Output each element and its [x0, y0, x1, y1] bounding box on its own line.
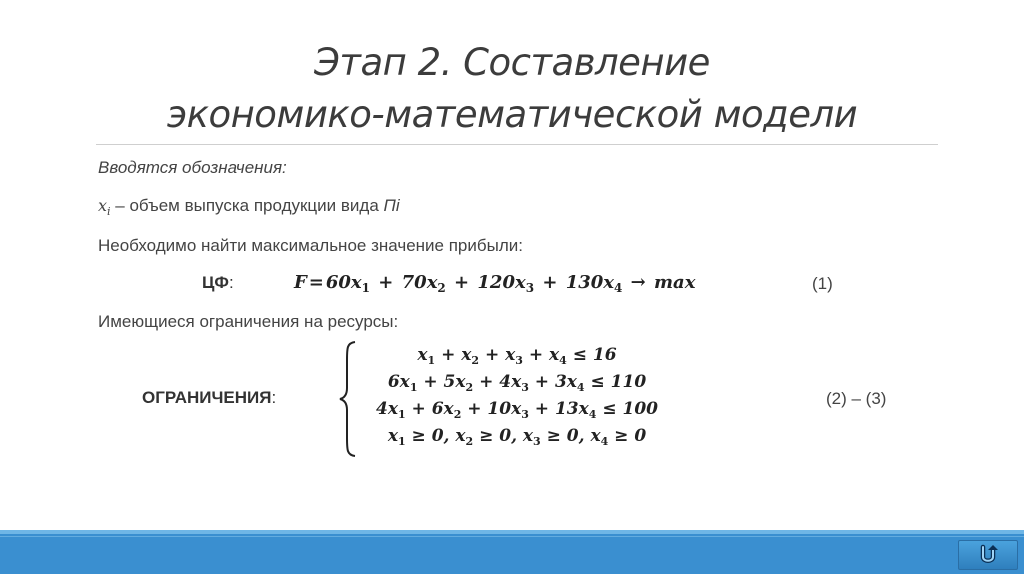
- constraint-1: $x_1 + x_2 + x_3 + x_4 \le 16$: [417, 345, 617, 367]
- constraint-nonnegativity: $x_1 \ge 0$, $x_2 \ge 0$, $x_3 \ge 0$, $x_4 \ge 0$: [387, 426, 647, 448]
- constraint-3: $4x_1 + 6x_2 + 10x_3 + 13x_4 \le 100$: [376, 399, 658, 421]
- slide-title-line-1: Этап 2. Составление: [314, 41, 710, 84]
- constraints-label: ОГРАНИЧЕНИЯ:: [142, 388, 277, 407]
- task-text: Необходимо найти максимальное значение прибыли:: [98, 236, 523, 255]
- return-arrow-icon: [975, 544, 1001, 566]
- variable-definition: [98, 196, 400, 218]
- objective-equation-number: (1): [812, 274, 833, 293]
- bottom-bar: [0, 530, 1024, 574]
- constraint-2: $6x_1 + 5x_2 + 4x_3 + 3x_4 \le 110$: [387, 372, 647, 394]
- objective-label: ЦФ:: [202, 273, 234, 292]
- constraints-intro-text: Имеющиеся ограничения на ресурсы:: [98, 312, 399, 331]
- variable-symbol: $x_i$: [98, 196, 111, 219]
- constraints-equation-number: (2) – (3): [826, 389, 887, 408]
- bottom-bar-stripe: [0, 530, 1024, 534]
- intro-text: Вводятся обозначения:: [98, 158, 287, 177]
- return-button[interactable]: [958, 540, 1018, 570]
- objective-function: $F = 60x_1 + 70x_2 + 120x_3 + 130x_4 \to \max$: [294, 272, 696, 295]
- bottom-bar-stripe-thin: [0, 536, 1024, 537]
- slide-title-line-2: экономико-математической модели: [166, 93, 858, 136]
- variable-description: – объем выпуска продукции вида: [110, 196, 384, 215]
- title-divider: [96, 144, 938, 145]
- variable-product: Пi: [383, 196, 400, 215]
